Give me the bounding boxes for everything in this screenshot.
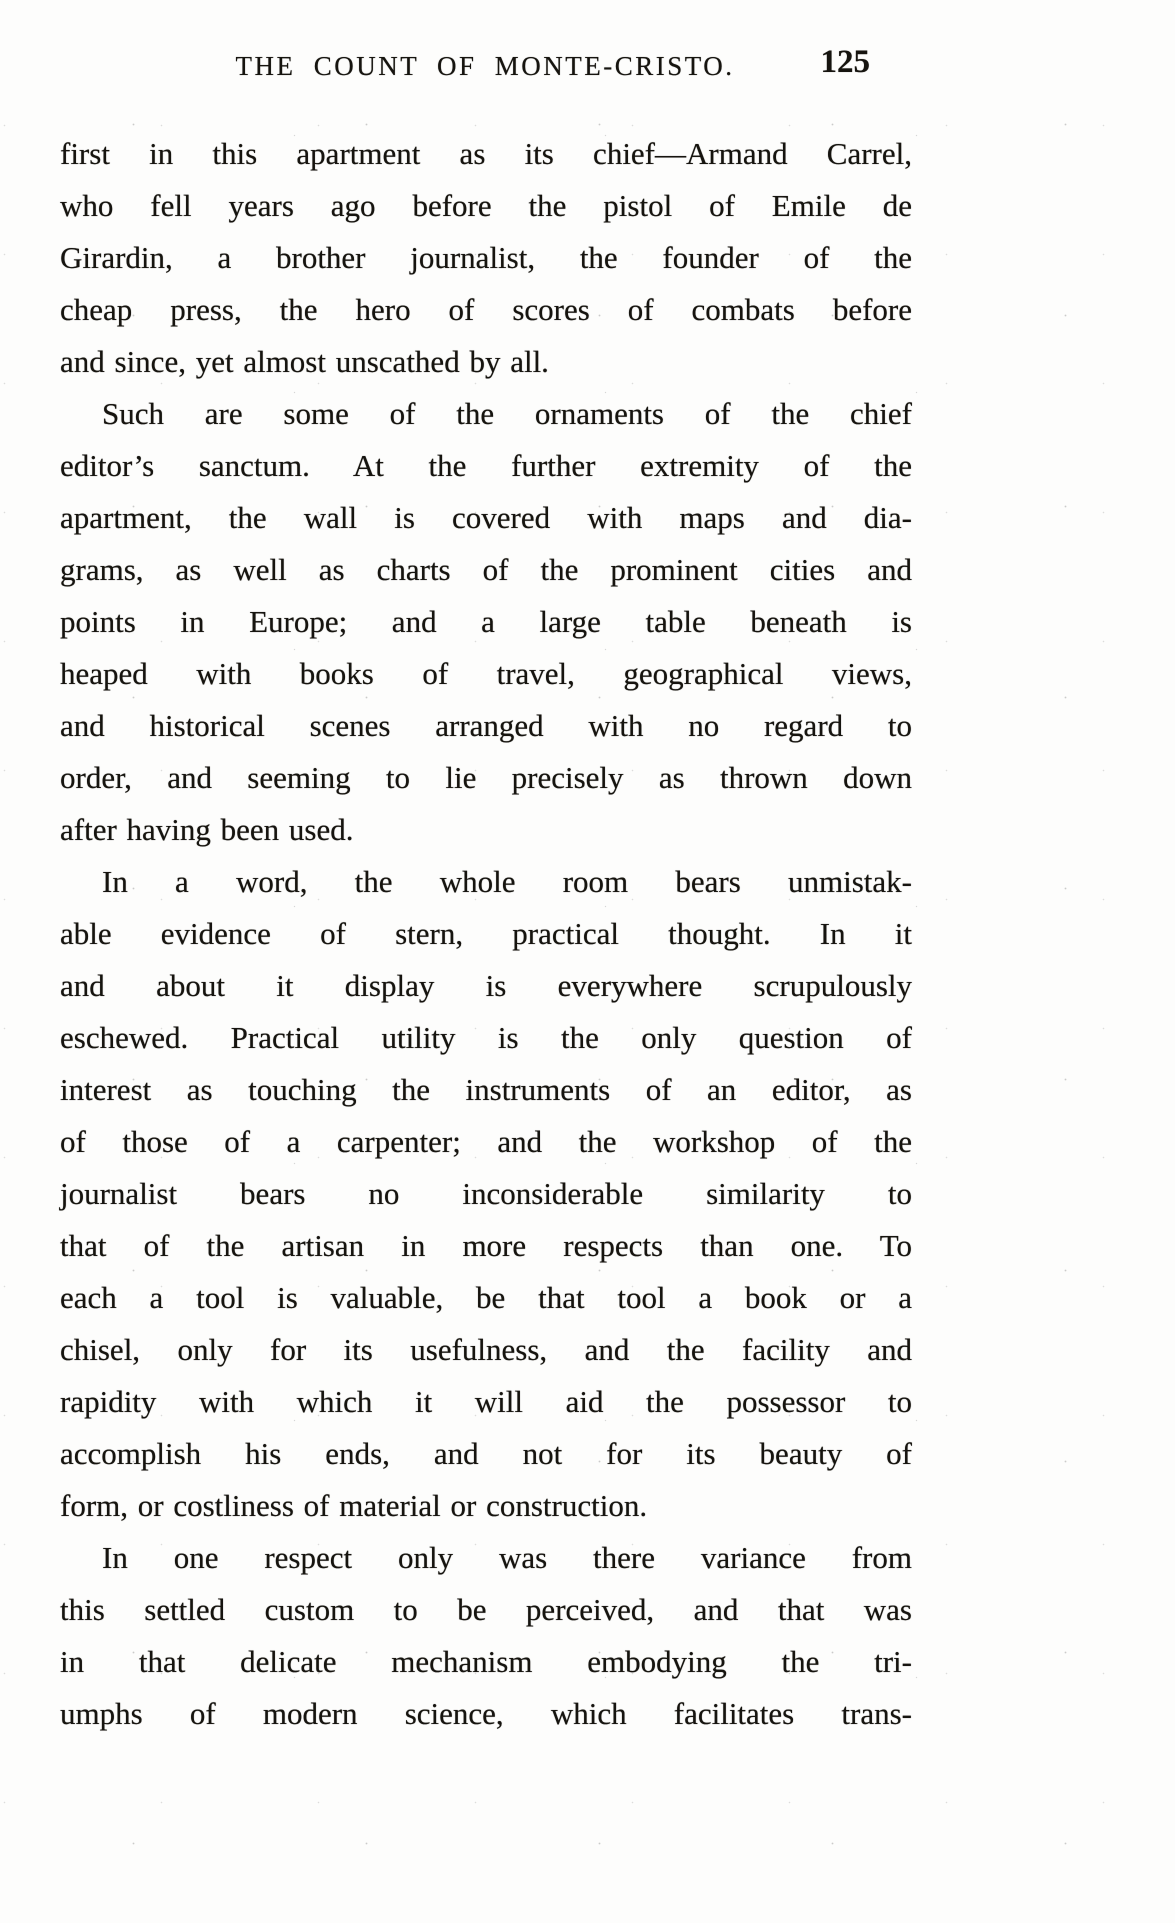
text-line: after having been used. [60, 812, 354, 847]
text-line: order, and seeming to lie precisely as thrown down [60, 760, 912, 795]
text-line: this settled custom to be perceived, and that was [60, 1592, 912, 1627]
page-number: 125 [820, 44, 870, 80]
text-line: in that delicate mechanism embodying the tri- [60, 1644, 912, 1679]
text-line: accomplish his ends, and not for its beauty of [60, 1436, 912, 1471]
text-line: In one respect only was there variance from [102, 1540, 912, 1575]
text-line: form, or costliness of material or construction. [60, 1488, 648, 1523]
text-line: points in Europe; and a large table beneath is [60, 604, 912, 639]
text-line: cheap press, the hero of scores of combats before [60, 292, 912, 327]
running-header-title: THE COUNT OF MONTE-CRISTO. [235, 51, 735, 81]
page-text-block [60, 128, 912, 1740]
text-line: and about it display is everywhere scrupulously [60, 968, 912, 1003]
text-line: who fell years ago before the pistol of Emile de [60, 188, 912, 223]
text-line: first in this apartment as its chief—Armand Carrel, [60, 136, 912, 171]
text-line: interest as touching the instruments of an editor, as [60, 1072, 912, 1107]
text-line: umphs of modern science, which facilitates trans- [60, 1696, 912, 1731]
text-line: apartment, the wall is covered with maps and dia- [60, 500, 912, 535]
text-line: Girardin, a brother journalist, the founder of the [60, 240, 912, 275]
text-line: In a word, the whole room bears unmistak- [102, 864, 912, 899]
text-line: able evidence of stern, practical thought. In it [60, 916, 912, 951]
text-line: heaped with books of travel, geographical views, [60, 656, 912, 691]
running-header [60, 46, 910, 86]
text-line: editor’s sanctum. At the further extremity of the [60, 448, 912, 483]
text-line: journalist bears no inconsiderable similarity to [60, 1176, 912, 1211]
text-line: and since, yet almost unscathed by all. [60, 344, 549, 379]
text-line: and historical scenes arranged with no regard to [60, 708, 912, 743]
text-line: Such are some of the ornaments of the chief [102, 396, 912, 431]
text-line: rapidity with which it will aid the possessor to [60, 1384, 912, 1419]
text-line: of those of a carpenter; and the workshop of the [60, 1124, 912, 1159]
text-line: each a tool is valuable, be that tool a book or a [60, 1280, 912, 1315]
text-line: grams, as well as charts of the prominent cities and [60, 552, 912, 587]
text-line: that of the artisan in more respects than one. To [60, 1228, 912, 1263]
text-line: chisel, only for its usefulness, and the facility and [60, 1332, 912, 1367]
text-line: eschewed. Practical utility is the only question of [60, 1020, 912, 1055]
